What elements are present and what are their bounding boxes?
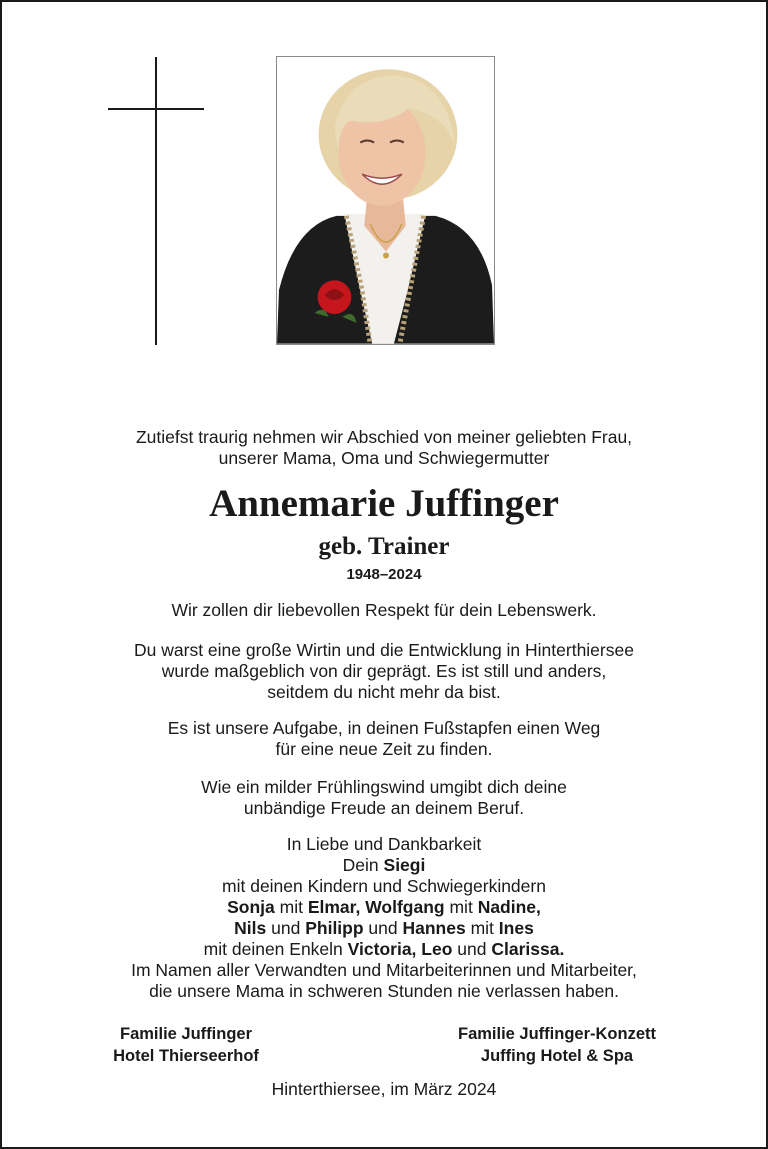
connector-word: mit <box>449 897 473 917</box>
paragraph-line: für eine neue Zeit zu finden. <box>275 739 493 759</box>
place-date: Hinterthiersee, im März 2024 <box>271 1079 497 1099</box>
family-name: Familie Juffinger <box>119 1025 253 1043</box>
paragraph-line: Es ist unsere Aufgabe, in deinen Fußstapfen einen Weg <box>167 718 601 738</box>
child-name: Hannes <box>402 918 466 938</box>
intro-text <box>2 427 766 469</box>
dein-word: Dein <box>342 855 379 875</box>
paragraph-line: wurde maßgeblich von dir geprägt. Es ist still und anders, <box>161 661 607 681</box>
family-left <box>86 1023 286 1067</box>
child-name: Nils <box>234 918 267 938</box>
husband-line <box>2 855 766 876</box>
closing-line: In Liebe und Dankbarkeit <box>286 834 482 854</box>
hotel-name: Hotel Thierseerhof <box>113 1047 259 1065</box>
paragraph-aufgabe <box>2 718 766 760</box>
children-line-1 <box>2 897 766 918</box>
portrait-photo <box>276 56 495 345</box>
child-name: Sonja <box>227 897 275 917</box>
paragraph-line: seitdem du nicht mehr da bist. <box>267 682 501 702</box>
relatives-line: Im Namen aller Verwandten und Mitarbeiterinnen und Mitarbeiter, <box>131 960 637 980</box>
connector-word: und <box>457 939 487 959</box>
grandchild-name: Clarissa. <box>491 939 565 959</box>
intro-line: Zutiefst traurig nehmen wir Abschied von meiner geliebten Frau, <box>135 427 633 447</box>
relatives-line: die unsere Mama in schweren Stunden nie verlassen haben. <box>149 981 619 1001</box>
life-years: 1948–2024 <box>346 566 422 583</box>
paragraph-wirtin <box>2 640 766 703</box>
cross-vertical-bar <box>155 57 157 345</box>
connector-word: und <box>271 918 301 938</box>
child-name: Nadine, <box>477 897 541 917</box>
family-right <box>432 1023 682 1067</box>
grandchildren-intro: mit deinen Enkeln <box>203 939 343 959</box>
hotel-name: Juffing Hotel & Spa <box>480 1047 634 1065</box>
grandchildren-line <box>2 939 766 960</box>
deceased-name: Annemarie Juffinger <box>209 482 559 525</box>
paragraph-line: Wie ein milder Frühlingswind umgibt dich deine <box>201 777 567 797</box>
grandchild-name: Victoria, Leo <box>347 939 453 959</box>
child-name: Elmar, Wolfgang <box>307 897 445 917</box>
paragraph-respect <box>2 600 766 621</box>
children-intro-line: mit deinen Kindern und Schwiegerkindern <box>222 876 546 896</box>
children-line-2 <box>2 918 766 939</box>
cross-horizontal-bar <box>108 108 204 110</box>
husband-name: Siegi <box>383 855 426 875</box>
paragraph-fruehlingswind <box>2 777 766 819</box>
paragraph-line: unbändige Freude an deinem Beruf. <box>243 798 525 818</box>
child-name: Philipp <box>305 918 364 938</box>
connector-word: mit <box>279 897 303 917</box>
portrait-illustration <box>277 57 494 344</box>
paragraph-line: Wir zollen dir liebevollen Respekt für dein Lebenswerk. <box>171 600 597 620</box>
maiden-name: geb. Trainer <box>318 533 450 560</box>
connector-word: und <box>368 918 398 938</box>
connector-word: mit <box>470 918 494 938</box>
child-name: Ines <box>498 918 534 938</box>
intro-line: unserer Mama, Oma und Schwiegermutter <box>218 448 550 468</box>
paragraph-line: Du warst eine große Wirtin und die Entwicklung in Hinterthiersee <box>134 640 634 660</box>
family-name: Familie Juffinger-Konzett <box>457 1025 656 1043</box>
signature-block <box>2 834 766 1002</box>
